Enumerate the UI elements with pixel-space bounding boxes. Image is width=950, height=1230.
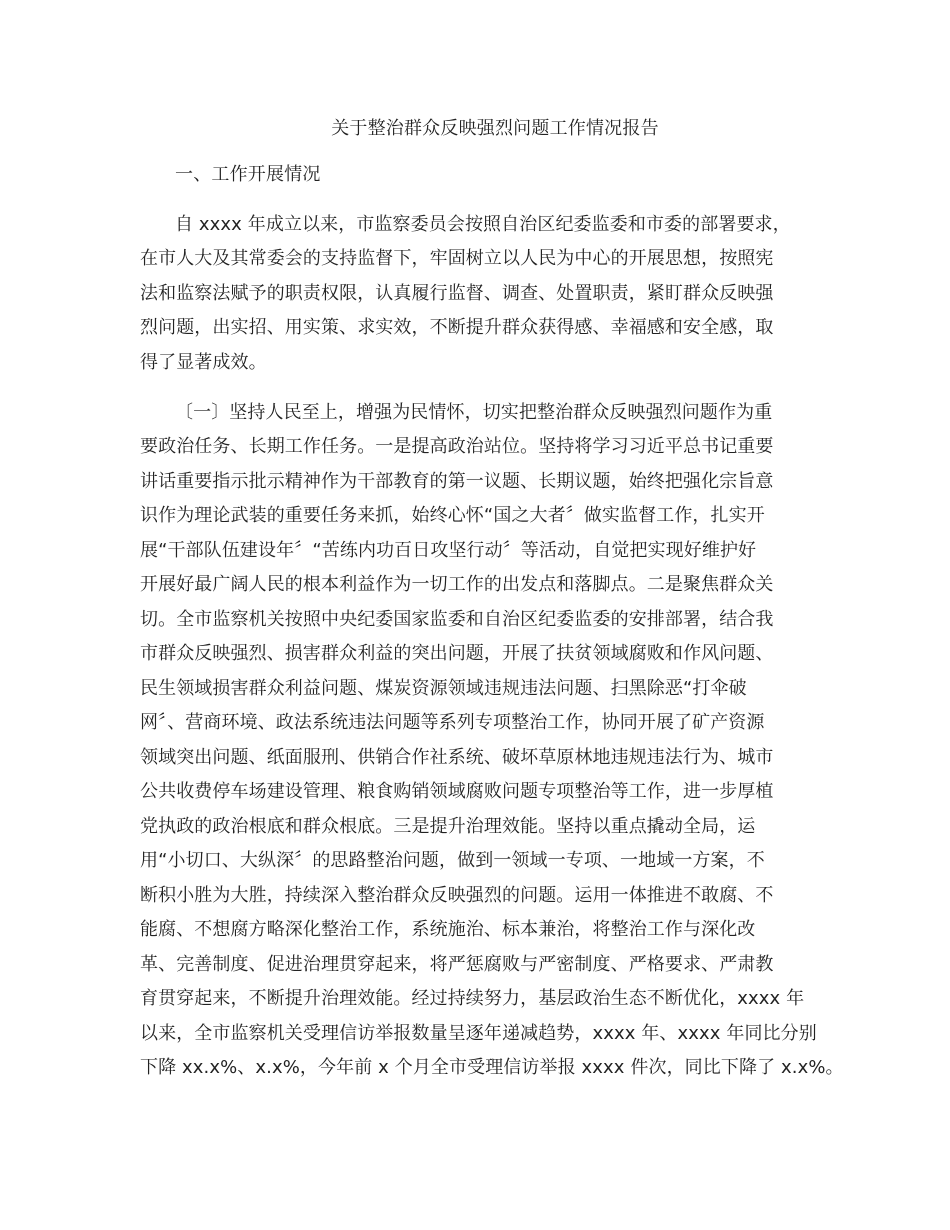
paragraph-line: 得了显著成效。 — [140, 352, 267, 373]
paragraph-line: 网〞、营商环境、政法系统违法问题等系列专项整治工作，协同开展了矿产资源 — [140, 712, 765, 733]
section-heading: 一、工作开展情况 — [175, 164, 321, 185]
paragraph-line: 断积小胜为大胜，持续深入整治群众反映强烈的问题。运用一体推进不敢腐、不 — [140, 885, 774, 906]
paragraph-line: 党执政的政治根底和群众根底。三是提升治理效能。坚持以重点撬动全局，运 — [140, 816, 756, 837]
paragraph-line: 革、完善制度、促进治理贯穿起来，将严惩腐败与严密制度、严格要求、严肃教 — [140, 954, 774, 975]
paragraph-line: 育贯穿起来，不断提升治理效能。经过持续努力，基层政治生态不断优化，xxxx 年 — [140, 988, 805, 1009]
paragraph-line: 识作为理论武装的重要任务来抓，始终心怀“国之大者〞做实监督工作，扎实开 — [140, 505, 765, 526]
paragraph-line: 下降 xx.x%、x.x%，今年前 x 个月全市受理信访举报 xxxx 件次，同比下降了 x.x%。 — [140, 1057, 844, 1078]
paragraph-line: 领域突出问题、纸面服刑、供销合作社系统、破坏草原林地违规违法行为、城市 — [140, 747, 774, 768]
document-title: 关于整治群众反映强烈问题工作情况报告 — [331, 118, 659, 139]
paragraph-line: 展“干部队伍建设年〞“苦练内功百日攻坚行动〞等活动，自觉把实现好维护好 — [140, 540, 757, 561]
paragraph-line: 能腐、不想腐方略深化整治工作，系统施治、标本兼治，将整治工作与深化改 — [140, 919, 756, 940]
paragraph-line: 市群众反映强烈、损害群众利益的突出问题，开展了扶贫领域腐败和作风问题、 — [140, 643, 774, 664]
paragraph-line: 要政治任务、长期工作任务。一是提高政治站位。坚持将学习习近平总书记重要 — [140, 436, 774, 457]
paragraph-line: 开展好最广阔人民的根本利益作为一切工作的出发点和落脚点。二是聚焦群众关 — [140, 574, 774, 595]
paragraph-line: 以来，全市监察机关受理信访举报数量呈逐年递减趋势，xxxx 年、xxxx 年同比分别 — [140, 1023, 817, 1044]
paragraph-line: 法和监察法赋予的职责权限，认真履行监督、调查、处置职责，紧盯群众反映强 — [140, 283, 774, 304]
paragraph-line: 用“小切口、大纵深〞的思路整治问题，做到一领域一专项、一地域一方案，不 — [140, 850, 765, 871]
paragraph-line: 在市人大及其常委会的支持监督下，牢固树立以人民为中心的开展思想，按照宪 — [140, 248, 774, 269]
paragraph-line: 自 xxxx 年成立以来，市监察委员会按照自治区纪委监委和市委的部署要求， — [175, 214, 791, 235]
paragraph-line: 切。全市监察机关按照中央纪委国家监委和自治区纪委监委的安排部署，结合我 — [140, 609, 774, 630]
paragraph-line: 公共收费停车场建设管理、粮食购销领域腐败问题专项整治等工作，进一步厚植 — [140, 781, 774, 802]
paragraph-line: 民生领域损害群众利益问题、煤炭资源领域违规违法问题、扫黑除恶“打伞破 — [140, 678, 747, 699]
paragraph-line: 讲话重要指示批示精神作为干部教育的第一议题、长期议题，始终把强化宗旨意 — [140, 471, 774, 492]
paragraph-line: 〔一〕坚持人民至上，增强为民情怀，切实把整治群众反映强烈问题作为重 — [175, 402, 773, 423]
paragraph-line: 烈问题，出实招、用实策、求实效，不断提升群众获得感、幸福感和安全感，取 — [140, 317, 774, 338]
